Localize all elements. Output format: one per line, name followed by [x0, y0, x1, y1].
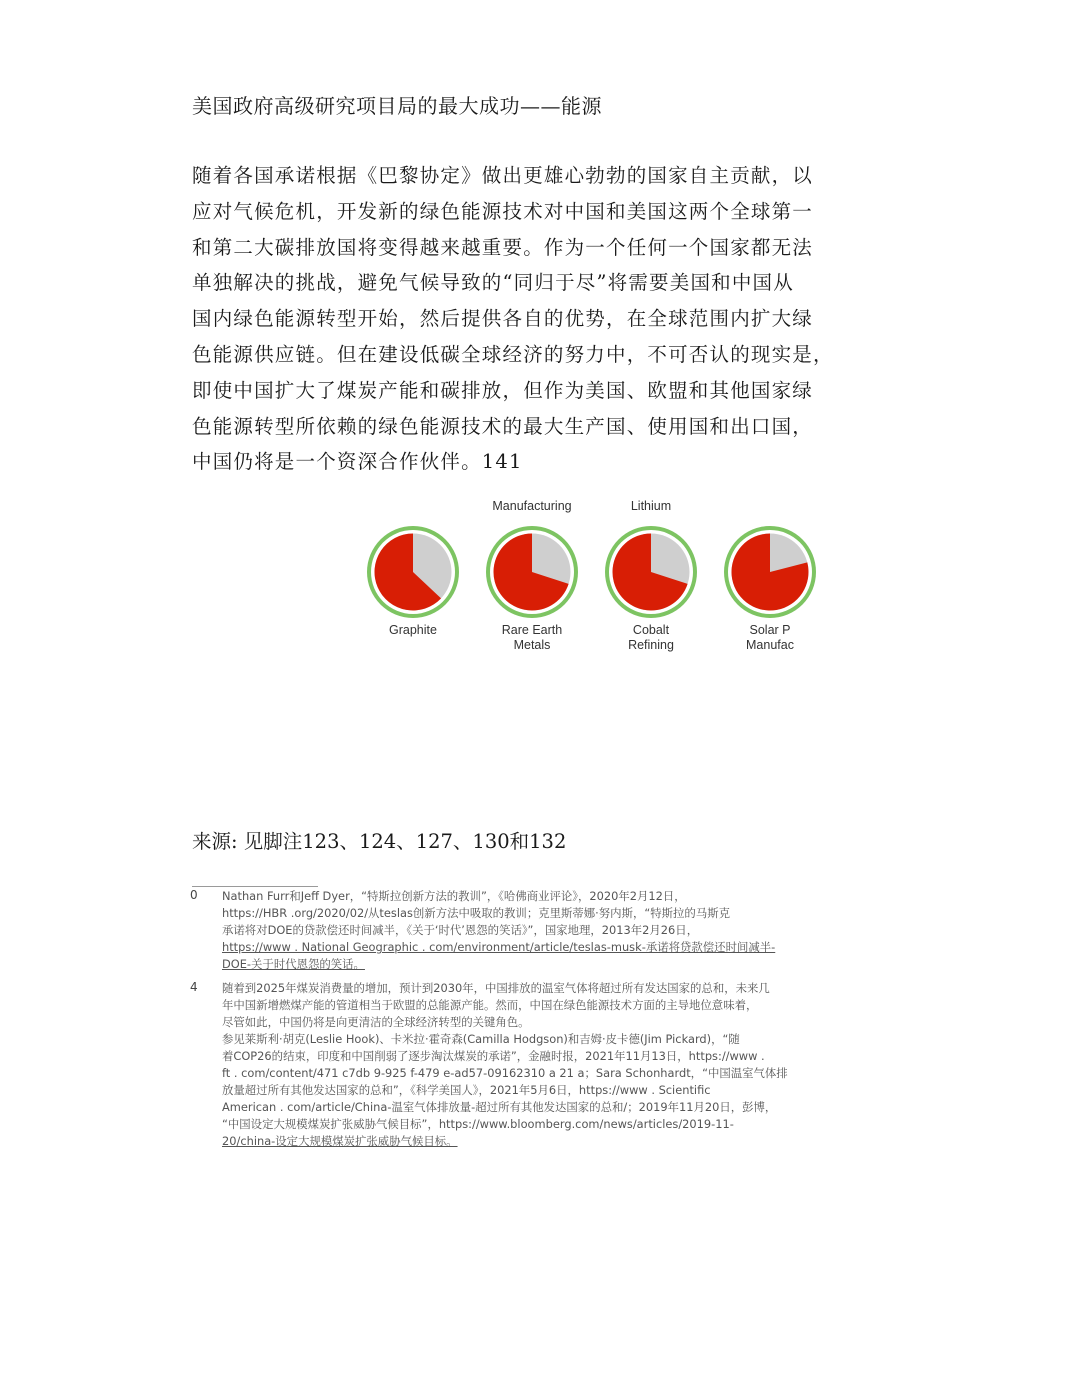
footnote-line: “中国设定大规模煤炭扩张威胁气候目标”，https://www.bloomberg.com/news/articles/2019-11- — [222, 1117, 734, 1131]
share-pie-chart — [355, 490, 794, 660]
pie-bottom-label: Metals — [513, 638, 551, 652]
paragraph-line: 色能源供应链。但在建设低碳全球经济的努力中，不可否认的现实是， — [192, 342, 834, 366]
paragraph-line: 即使中国扩大了煤炭产能和碳排放，但作为美国、欧盟和其他国家绿 — [192, 378, 814, 402]
paragraph-line: 随着各国承诺根据《巴黎协定》做出更雄心勃勃的国家自主贡献，以 — [192, 164, 814, 187]
pie-chart-svg — [355, 490, 794, 660]
footnote-line: ft . com/content/471 c7db 9-925 f-479 e-ad57-09162310 a 21 a；Sara Schonhardt，“中国温室气体排 — [222, 1066, 788, 1080]
footnote-line[interactable]: https://www . National Geographic . com/environment/article/teslas-musk-承诺将贷款偿还时间减半- — [222, 940, 776, 954]
paragraph-line: 中国仍将是一个资深合作伙伴。141 — [192, 450, 523, 474]
page-title: 美国政府高级研究项目局的最大成功——能源 — [192, 94, 602, 118]
source-note: 来源: 见脚注123、124、127、130和132 — [192, 830, 567, 853]
footnote-marker: 0 — [190, 888, 198, 902]
pie-bottom-label: Refining — [628, 638, 674, 652]
footnote-line: 参见莱斯利·胡克(Leslie Hook)、卡米拉·霍奇森(Camilla Hodgson)和吉姆·皮卡德(Jim Pickard)，“随 — [222, 1032, 740, 1046]
body-paragraph — [192, 158, 852, 480]
paragraph-line: 单独解决的挑战，避免气候导致的“同归于尽”将需要美国和中国从 — [192, 271, 794, 295]
pie-bottom-label: Rare Earth — [501, 623, 563, 637]
pie-top-label: Manufacturing — [492, 499, 572, 513]
footnote-line[interactable]: 20/china-设定大规模煤炭扩张威胁气候目标。 — [222, 1134, 458, 1148]
footnote-line: https://HBR .org/2020/02/从teslas创新方法中吸取的教训；克里斯蒂娜·努内斯，“特斯拉的马斯克 — [222, 906, 730, 920]
pie-bottom-label: Solar P — [749, 623, 791, 637]
pie-top-label: Lithium — [630, 499, 672, 513]
footnote-line: 年中国新增燃煤产能的管道相当于欧盟的总能源产能。然而，中国在绿色能源技术方面的主导地位意味着， — [222, 998, 758, 1012]
footnote-divider — [192, 886, 318, 887]
paragraph-line: 应对气候危机，开发新的绿色能源技术对中国和美国这两个全球第一 — [192, 199, 814, 223]
footnote-line[interactable]: DOE-关于时代恩怨的笑话。 — [222, 957, 365, 971]
footnote-2 — [222, 980, 842, 1150]
paragraph-line: 色能源转型所依赖的绿色能源技术的最大生产国、使用国和出口国， — [192, 414, 814, 438]
paragraph-line: 国内绿色能源转型开始，然后提供各自的优势，在全球范围内扩大绿 — [192, 307, 814, 331]
footnote-line: 尽管如此，中国仍将是向更清洁的全球经济转型的关键角色。 — [222, 1015, 530, 1029]
pie-bottom-label: Graphite — [389, 623, 437, 637]
footnote-line: 承诺将对DOE的贷款偿还时间减半，《关于‘时代’恩怨的笑话》”，国家地理，2013年2月26日， — [222, 923, 699, 937]
footnote-1 — [222, 888, 842, 973]
footnote-line: American . com/article/China-温室气体排放量-超过所有其他发达国家的总和/；2019年11月20日，彭博， — [222, 1100, 777, 1114]
pie-bottom-label: Cobalt — [632, 623, 670, 637]
pie-bottom-label: Manufac — [746, 638, 794, 652]
footnote-line: 放量超过所有其他发达国家的总和”，《科学美国人》，2021年5月6日，https://www . Scientific — [222, 1083, 711, 1097]
paragraph-line: 和第二大碳排放国将变得越来越重要。作为一个任何一个国家都无法 — [192, 235, 814, 259]
footnote-marker: 4 — [190, 980, 198, 994]
footnote-line: 随着到2025年煤炭消费量的增加，预计到2030年，中国排放的温室气体将超过所有发达国家的总和，未来几 — [222, 981, 770, 995]
footnote-line: Nathan Furr和Jeff Dyer，“特斯拉创新方法的教训”，《哈佛商业评论》，2020年2月12日， — [222, 889, 686, 903]
footnote-line: 着COP26的结束，印度和中国削弱了逐步淘汰煤炭的承诺”，金融时报，2021年11月13日，https://www . — [222, 1049, 765, 1063]
